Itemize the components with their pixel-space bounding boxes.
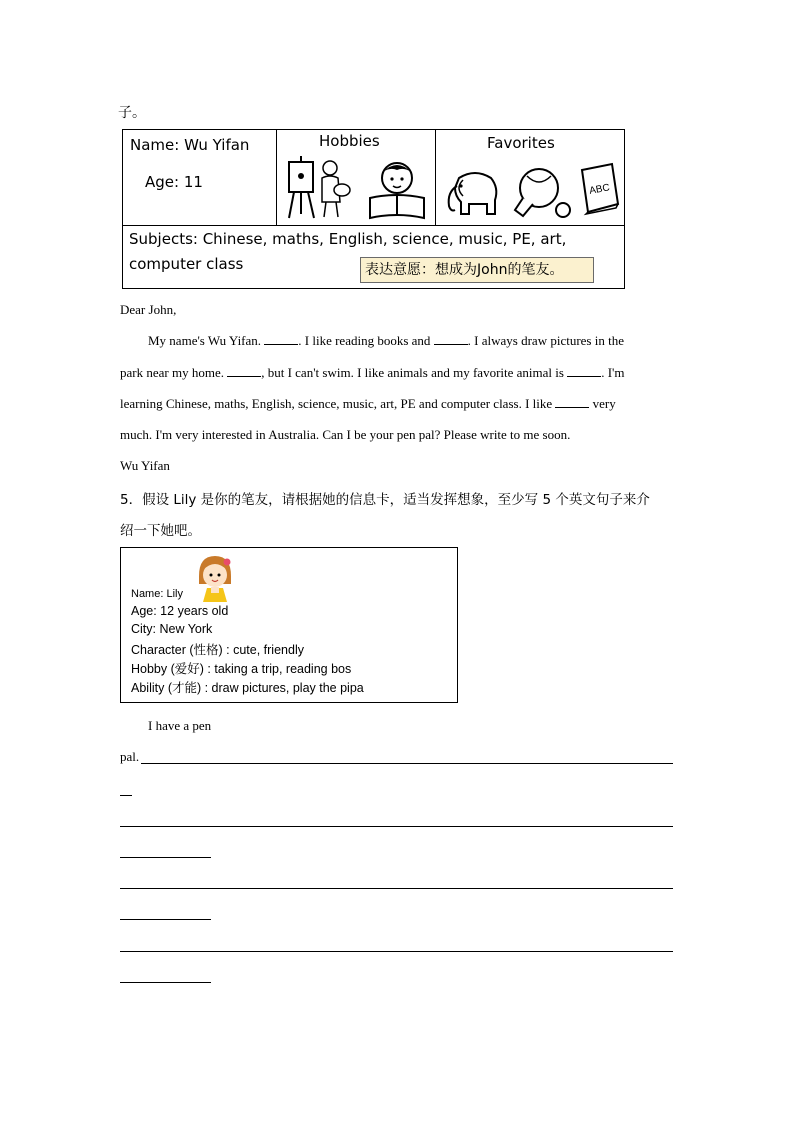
abc-book-icon xyxy=(578,160,622,216)
book-label: ABC xyxy=(588,182,611,197)
letter-line-3: learning Chinese, maths, English, science, music, art, PE and computer class. I like very xyxy=(120,396,616,411)
writing-line[interactable] xyxy=(120,795,132,796)
profile-name: Name: Wu Yifan xyxy=(130,136,250,154)
reading-icon xyxy=(366,158,428,222)
card-character: Character (性格) : cute, friendly xyxy=(131,643,304,657)
writing-line[interactable] xyxy=(120,826,673,827)
blank-4[interactable] xyxy=(567,366,601,377)
painting-icon xyxy=(286,154,356,220)
table-divider xyxy=(276,130,277,225)
card-city: City: New York xyxy=(131,622,213,636)
favorites-header: Favorites xyxy=(487,134,555,152)
elephant-icon xyxy=(445,166,501,218)
writing-line[interactable] xyxy=(120,857,211,858)
blank-5[interactable] xyxy=(555,397,589,408)
writing-line[interactable] xyxy=(120,951,673,952)
table-divider xyxy=(435,130,436,225)
table-divider xyxy=(123,225,624,226)
blank-3[interactable] xyxy=(227,366,261,377)
top-fragment: 子。 xyxy=(118,105,146,121)
profile-age: Age: 11 xyxy=(145,173,203,191)
answer-pal: pal. xyxy=(120,749,140,764)
blank-2[interactable] xyxy=(434,334,468,345)
blank-1[interactable] xyxy=(264,334,298,345)
question5-line2: 绍一下她吧。 xyxy=(120,523,201,539)
info-card xyxy=(120,547,458,703)
writing-line[interactable] xyxy=(120,982,211,983)
letter-line-1: My name's Wu Yifan. . I like reading books and . I always draw pictures in the xyxy=(148,333,624,348)
girl-avatar-icon xyxy=(193,554,237,602)
answer-start: I have a pen xyxy=(148,718,212,733)
letter-greeting: Dear John, xyxy=(120,302,177,317)
hint-box: 表达意愿：想成为John的笔友。 xyxy=(360,257,594,283)
hobbies-header: Hobbies xyxy=(319,132,380,150)
letter-signature: Wu Yifan xyxy=(120,458,170,473)
writing-line[interactable] xyxy=(120,919,211,920)
letter-line-2: park near my home. , but I can't swim. I like animals and my favorite animal is . I'm xyxy=(120,365,625,380)
card-hobby: Hobby (爱好) : taking a trip, reading bos xyxy=(131,662,352,676)
table-tennis-icon xyxy=(511,166,573,222)
card-age: Age: 12 years old xyxy=(131,604,229,618)
letter-line-4: much. I'm very interested in Australia. Can I be your pen pal? Please write to me soon. xyxy=(120,427,571,442)
question5-line1: 5．假设 Lily 是你的笔友，请根据她的信息卡，适当发挥想象，至少写 5 个英文句子来介 xyxy=(120,492,650,508)
writing-line[interactable] xyxy=(120,888,673,889)
writing-line[interactable] xyxy=(141,763,673,764)
card-name: Name: Lily xyxy=(131,588,183,600)
subjects-line2: computer class xyxy=(129,255,244,273)
subjects-line1: Subjects: Chinese, maths, English, science, music, PE, art, xyxy=(129,230,567,248)
card-ability: Ability (才能) : draw pictures, play the pipa xyxy=(131,681,364,695)
